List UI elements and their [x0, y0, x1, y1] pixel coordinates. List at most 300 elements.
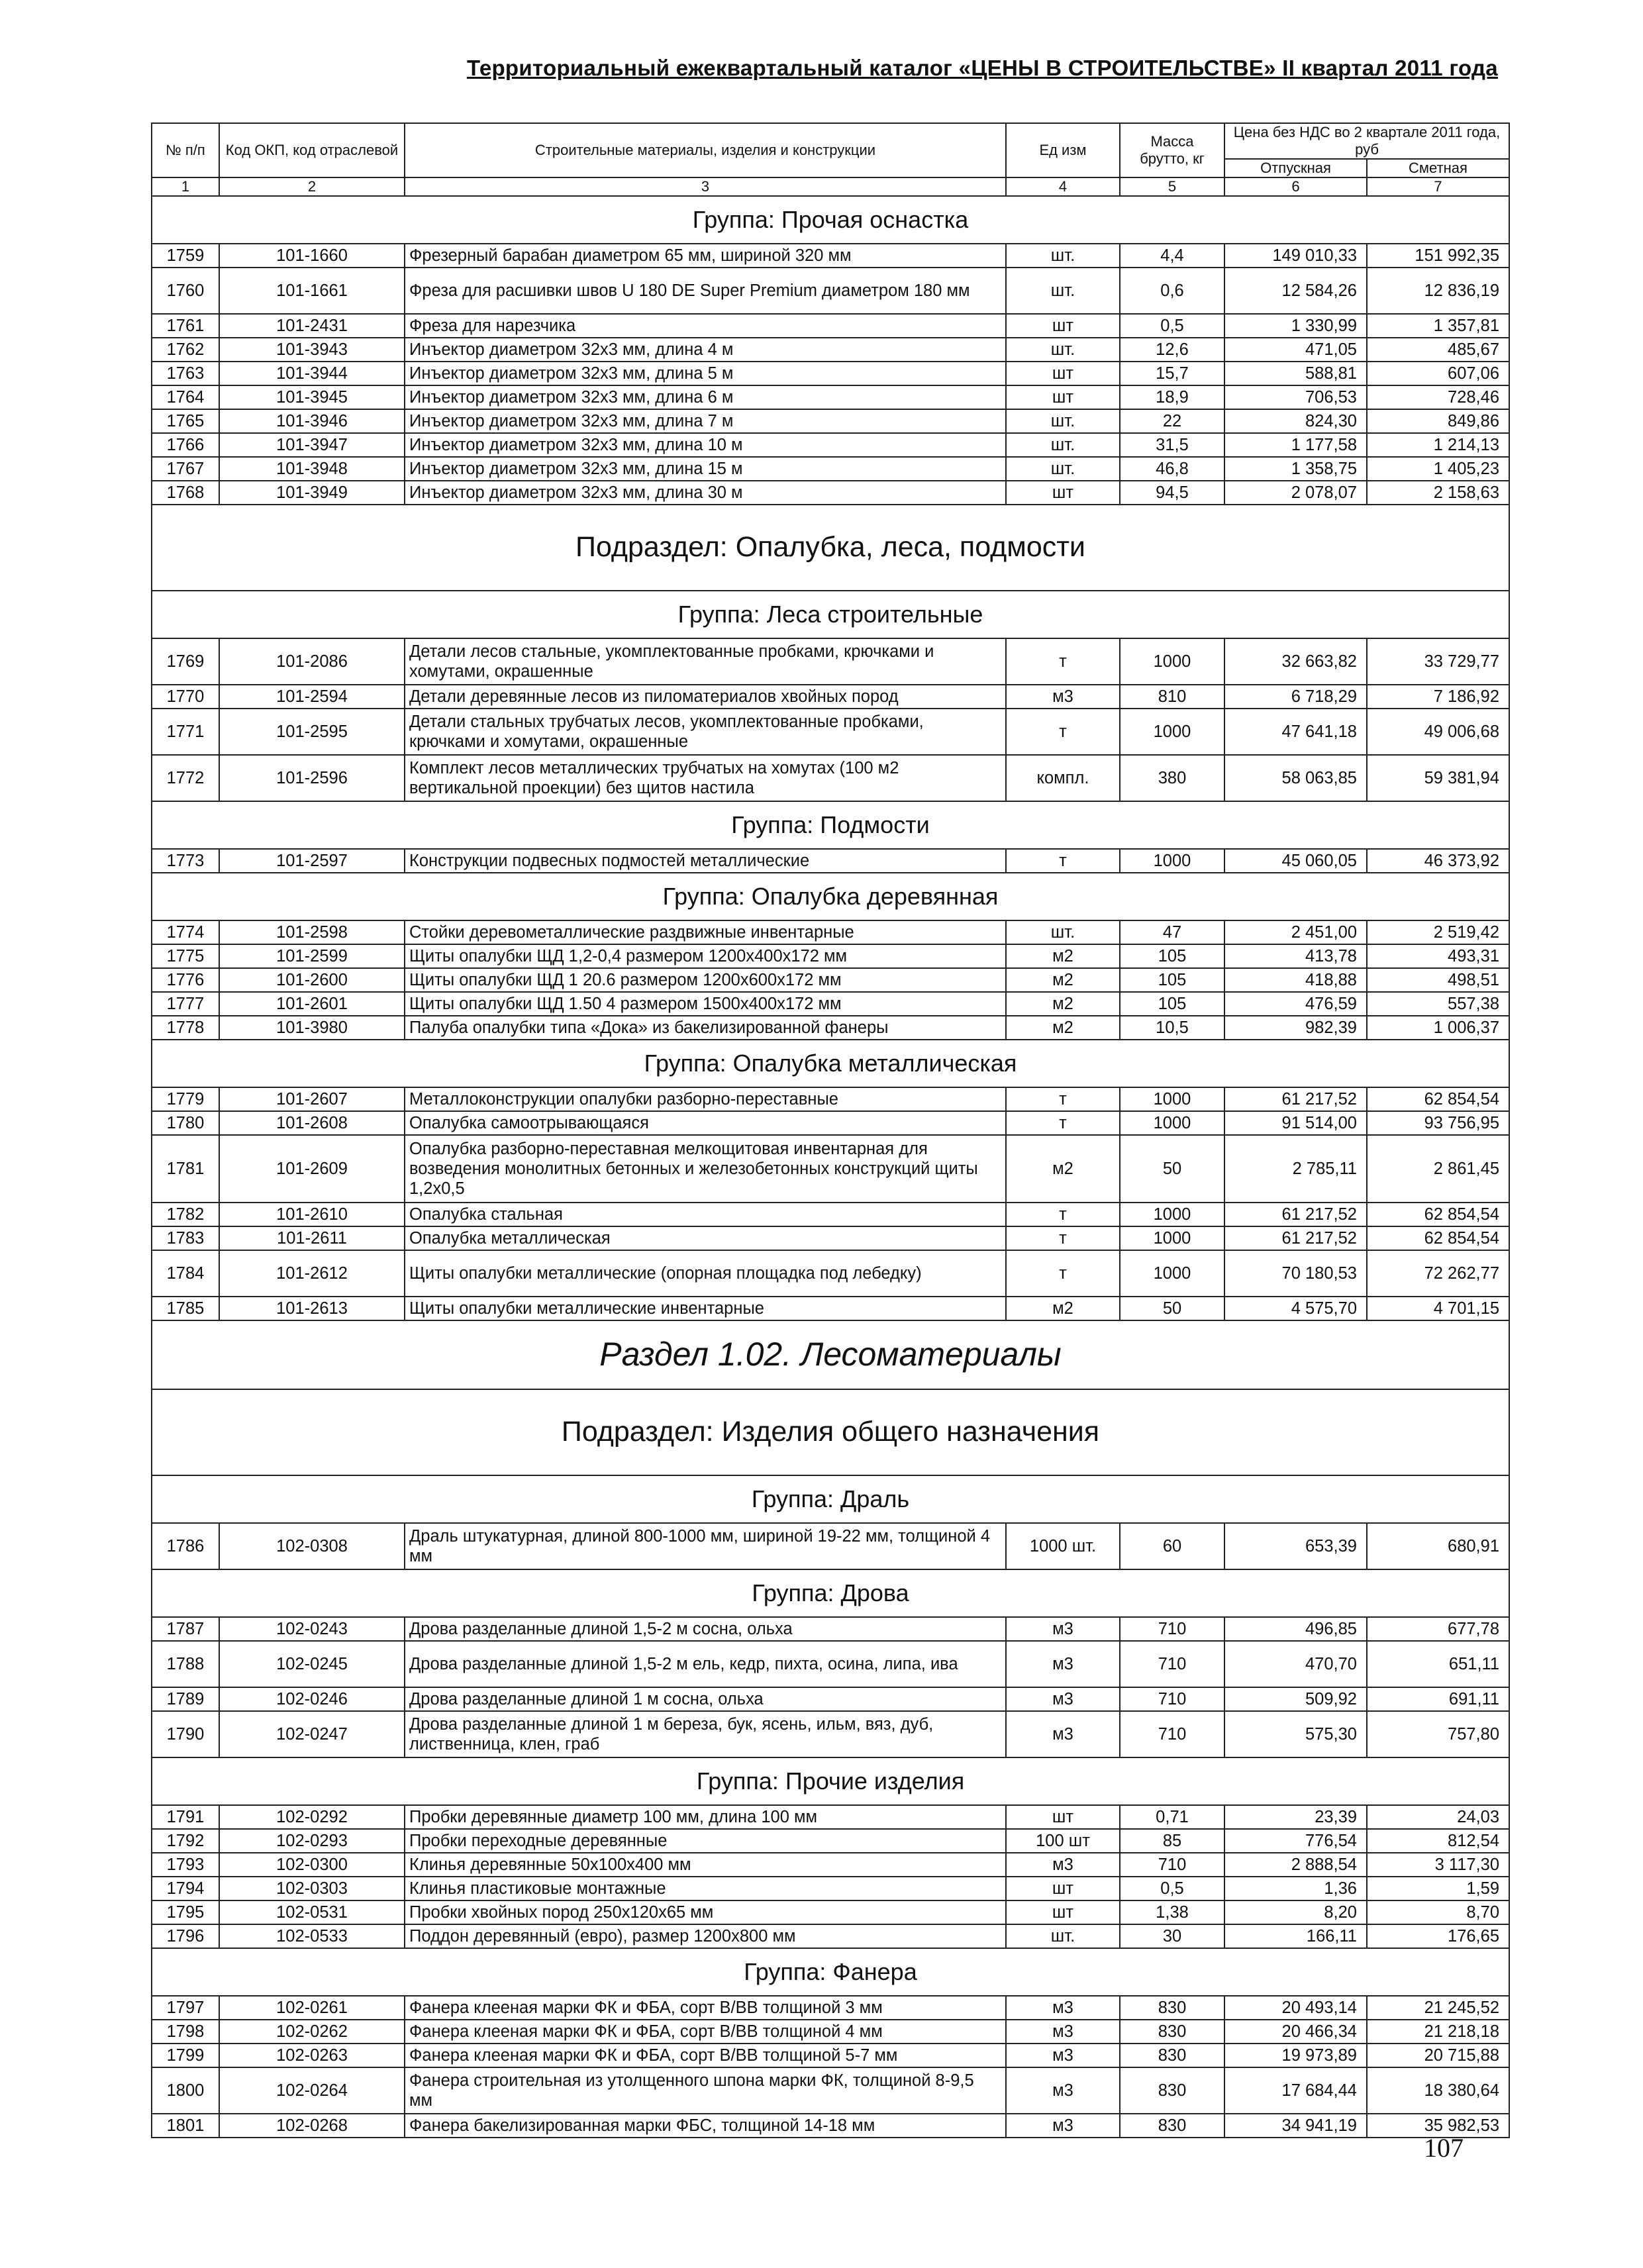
okp-code-cell: 101-2612 — [219, 1250, 405, 1297]
table-row — [152, 2020, 1509, 2044]
okp-code-cell: 101-2607 — [219, 1087, 405, 1111]
mass-cell: 830 — [1120, 2044, 1224, 2067]
row-number-cell: 1783 — [152, 1226, 219, 1250]
price-release-cell: 824,30 — [1224, 409, 1367, 433]
price-estimate-cell: 728,46 — [1367, 385, 1509, 409]
table-row — [152, 2067, 1509, 2114]
okp-code-cell: 101-3943 — [219, 338, 405, 362]
row-number-cell: 1772 — [152, 755, 219, 801]
col-header-code: Код ОКП, код отраслевой — [219, 123, 405, 177]
table-row — [152, 755, 1509, 801]
price-release-cell: 496,85 — [1224, 1617, 1367, 1641]
unit-cell: т — [1006, 1087, 1120, 1111]
okp-code-cell: 101-2601 — [219, 992, 405, 1016]
price-estimate-cell: 8,70 — [1367, 1900, 1509, 1924]
row-number-cell: 1776 — [152, 968, 219, 992]
price-release-cell: 20 493,14 — [1224, 1996, 1367, 2020]
row-number-cell: 1787 — [152, 1617, 219, 1641]
table-row — [152, 1250, 1509, 1297]
table-row — [152, 1829, 1509, 1853]
price-release-cell: 982,39 — [1224, 1016, 1367, 1040]
table-row — [152, 268, 1509, 314]
unit-cell: шт. — [1006, 338, 1120, 362]
price-release-cell: 413,78 — [1224, 944, 1367, 968]
mass-cell: 18,9 — [1120, 385, 1224, 409]
price-estimate-cell: 62 854,54 — [1367, 1087, 1509, 1111]
subsection-title: Подраздел: Опалубка, леса, подмости — [152, 505, 1509, 591]
price-estimate-cell: 49 006,68 — [1367, 709, 1509, 755]
price-estimate-cell: 651,11 — [1367, 1641, 1509, 1687]
material-name-cell: Инъектор диаметром 32х3 мм, длина 4 м — [405, 338, 1006, 362]
okp-code-cell: 101-2431 — [219, 314, 405, 338]
table-row — [152, 1853, 1509, 1877]
group-title: Группа: Опалубка деревянная — [152, 873, 1509, 920]
unit-cell: шт. — [1006, 433, 1120, 457]
row-number-cell: 1777 — [152, 992, 219, 1016]
okp-code-cell: 102-0303 — [219, 1877, 405, 1900]
price-release-cell: 58 063,85 — [1224, 755, 1367, 801]
price-estimate-cell: 1 357,81 — [1367, 314, 1509, 338]
material-name-cell: Опалубка разборно-переставная мелкощитовая инвентарная для возведения монолитных бетонных и железобетонных конструкций щиты 1,2х0,5 — [405, 1135, 1006, 1203]
material-name-cell: Дрова разделанные длиной 1,5-2 м ель, кедр, пихта, осина, липа, ива — [405, 1641, 1006, 1687]
unit-cell: м3 — [1006, 2114, 1120, 2138]
row-number-cell: 1793 — [152, 1853, 219, 1877]
okp-code-cell: 102-0533 — [219, 1924, 405, 1948]
mass-cell: 1000 — [1120, 1087, 1224, 1111]
okp-code-cell: 102-0247 — [219, 1711, 405, 1757]
price-estimate-cell: 1 006,37 — [1367, 1016, 1509, 1040]
table-row — [152, 1687, 1509, 1711]
mass-cell: 60 — [1120, 1523, 1224, 1569]
okp-code-cell: 102-0531 — [219, 1900, 405, 1924]
row-number-cell: 1786 — [152, 1523, 219, 1569]
price-estimate-cell: 3 117,30 — [1367, 1853, 1509, 1877]
unit-cell: м3 — [1006, 2044, 1120, 2067]
unit-cell: м2 — [1006, 1016, 1120, 1040]
unit-cell: т — [1006, 1226, 1120, 1250]
mass-cell: 710 — [1120, 1641, 1224, 1687]
price-estimate-cell: 59 381,94 — [1367, 755, 1509, 801]
unit-cell: м3 — [1006, 1711, 1120, 1757]
row-number-cell: 1761 — [152, 314, 219, 338]
col-header-price-group: Цена без НДС во 2 квартале 2011 года, руб — [1224, 123, 1509, 159]
material-name-cell: Дрова разделанные длиной 1 м береза, бук, ясень, ильм, вяз, дуб, лиственница, клен, граб — [405, 1711, 1006, 1757]
okp-code-cell: 102-0293 — [219, 1829, 405, 1853]
material-name-cell: Фанера клееная марки ФК и ФБА, сорт В/ВВ толщиной 5-7 мм — [405, 2044, 1006, 2067]
mass-cell: 0,6 — [1120, 268, 1224, 314]
group-heading-row — [152, 1757, 1509, 1805]
col-header-unit: Ед изм — [1006, 123, 1120, 177]
group-title: Группа: Драль — [152, 1475, 1509, 1523]
group-heading-row — [152, 873, 1509, 920]
material-name-cell: Комплект лесов металлических трубчатых на хомутах (100 м2 вертикальной проекции) без щитов настила — [405, 755, 1006, 801]
table-row — [152, 1203, 1509, 1226]
okp-code-cell: 101-2608 — [219, 1111, 405, 1135]
price-estimate-cell: 2 519,42 — [1367, 920, 1509, 944]
unit-cell: шт. — [1006, 920, 1120, 944]
okp-code-cell: 101-3948 — [219, 457, 405, 481]
mass-cell: 94,5 — [1120, 481, 1224, 505]
section-heading-row — [152, 1320, 1509, 1389]
okp-code-cell: 101-2599 — [219, 944, 405, 968]
material-name-cell: Щиты опалубки ЩД 1 20.6 размером 1200х600х172 мм — [405, 968, 1006, 992]
price-estimate-cell: 62 854,54 — [1367, 1226, 1509, 1250]
price-release-cell: 2 785,11 — [1224, 1135, 1367, 1203]
row-number-cell: 1795 — [152, 1900, 219, 1924]
okp-code-cell: 102-0292 — [219, 1805, 405, 1829]
price-estimate-cell: 62 854,54 — [1367, 1203, 1509, 1226]
unit-cell: м3 — [1006, 2067, 1120, 2114]
okp-code-cell: 101-2086 — [219, 638, 405, 685]
okp-code-cell: 101-3944 — [219, 362, 405, 385]
mass-cell: 1000 — [1120, 1226, 1224, 1250]
okp-code-cell: 101-3947 — [219, 433, 405, 457]
price-release-cell: 61 217,52 — [1224, 1203, 1367, 1226]
okp-code-cell: 101-1661 — [219, 268, 405, 314]
material-name-cell: Детали лесов стальные, укомплектованные пробками, крючками и хомутами, окрашенные — [405, 638, 1006, 685]
table-row — [152, 968, 1509, 992]
price-release-cell: 653,39 — [1224, 1523, 1367, 1569]
mass-cell: 710 — [1120, 1617, 1224, 1641]
price-estimate-cell: 12 836,19 — [1367, 268, 1509, 314]
row-number-cell: 1791 — [152, 1805, 219, 1829]
group-heading-row — [152, 1040, 1509, 1087]
price-release-cell: 1 358,75 — [1224, 457, 1367, 481]
row-number-cell: 1788 — [152, 1641, 219, 1687]
okp-code-cell: 102-0308 — [219, 1523, 405, 1569]
unit-cell: м3 — [1006, 685, 1120, 709]
row-number-cell: 1785 — [152, 1297, 219, 1320]
mass-cell: 710 — [1120, 1687, 1224, 1711]
column-number: 7 — [1367, 177, 1509, 196]
material-name-cell: Фреза для расшивки швов U 180 DE Super Premium диаметром 180 мм — [405, 268, 1006, 314]
unit-cell: м3 — [1006, 1996, 1120, 2020]
unit-cell: т — [1006, 1111, 1120, 1135]
table-row — [152, 1805, 1509, 1829]
material-name-cell: Опалубка самоотрывающаяся — [405, 1111, 1006, 1135]
table-row — [152, 1297, 1509, 1320]
price-estimate-cell: 21 245,52 — [1367, 1996, 1509, 2020]
okp-code-cell: 101-3980 — [219, 1016, 405, 1040]
row-number-cell: 1801 — [152, 2114, 219, 2138]
unit-cell: т — [1006, 849, 1120, 873]
okp-code-cell: 102-0263 — [219, 2044, 405, 2067]
table-row — [152, 1016, 1509, 1040]
group-title: Группа: Леса строительные — [152, 591, 1509, 638]
mass-cell: 105 — [1120, 944, 1224, 968]
row-number-cell: 1759 — [152, 244, 219, 268]
row-number-cell: 1794 — [152, 1877, 219, 1900]
price-release-cell: 34 941,19 — [1224, 2114, 1367, 2138]
price-release-cell: 70 180,53 — [1224, 1250, 1367, 1297]
price-estimate-cell: 498,51 — [1367, 968, 1509, 992]
unit-cell: 100 шт — [1006, 1829, 1120, 1853]
price-release-cell: 418,88 — [1224, 968, 1367, 992]
group-title: Группа: Дрова — [152, 1569, 1509, 1617]
material-name-cell: Инъектор диаметром 32х3 мм, длина 10 м — [405, 433, 1006, 457]
price-release-cell: 45 060,05 — [1224, 849, 1367, 873]
subsection-heading-row — [152, 1389, 1509, 1475]
unit-cell: шт. — [1006, 457, 1120, 481]
unit-cell: шт — [1006, 385, 1120, 409]
unit-cell: т — [1006, 1203, 1120, 1226]
table-row — [152, 433, 1509, 457]
table-row — [152, 2044, 1509, 2067]
column-number: 2 — [219, 177, 405, 196]
okp-code-cell: 101-2609 — [219, 1135, 405, 1203]
table-row — [152, 638, 1509, 685]
material-name-cell: Фрезерный барабан диаметром 65 мм, шириной 320 мм — [405, 244, 1006, 268]
mass-cell: 50 — [1120, 1297, 1224, 1320]
price-release-cell: 4 575,70 — [1224, 1297, 1367, 1320]
table-row — [152, 244, 1509, 268]
column-number: 4 — [1006, 177, 1120, 196]
unit-cell: шт — [1006, 1805, 1120, 1829]
material-name-cell: Пробки деревянные диаметр 100 мм, длина 100 мм — [405, 1805, 1006, 1829]
material-name-cell: Щиты опалубки металлические инвентарные — [405, 1297, 1006, 1320]
mass-cell: 1000 — [1120, 1111, 1224, 1135]
okp-code-cell: 102-0245 — [219, 1641, 405, 1687]
row-number-cell: 1797 — [152, 1996, 219, 2020]
price-estimate-cell: 607,06 — [1367, 362, 1509, 385]
material-name-cell: Щиты опалубки ЩД 1.50 4 размером 1500х400х172 мм — [405, 992, 1006, 1016]
price-release-cell: 91 514,00 — [1224, 1111, 1367, 1135]
mass-cell: 4,4 — [1120, 244, 1224, 268]
column-number-row — [152, 177, 1509, 196]
price-release-cell: 776,54 — [1224, 1829, 1367, 1853]
unit-cell: м3 — [1006, 1617, 1120, 1641]
mass-cell: 30 — [1120, 1924, 1224, 1948]
table-row — [152, 944, 1509, 968]
price-estimate-cell: 757,80 — [1367, 1711, 1509, 1757]
row-number-cell: 1766 — [152, 433, 219, 457]
price-estimate-cell: 7 186,92 — [1367, 685, 1509, 709]
material-name-cell: Фанера клееная марки ФК и ФБА, сорт В/ВВ толщиной 4 мм — [405, 2020, 1006, 2044]
section-title: Раздел 1.02. Лесоматериалы — [152, 1320, 1509, 1389]
row-number-cell: 1768 — [152, 481, 219, 505]
price-release-cell: 1 177,58 — [1224, 433, 1367, 457]
unit-cell: м2 — [1006, 1135, 1120, 1203]
row-number-cell: 1796 — [152, 1924, 219, 1948]
mass-cell: 710 — [1120, 1853, 1224, 1877]
material-name-cell: Конструкции подвесных подмостей металлические — [405, 849, 1006, 873]
price-release-cell: 17 684,44 — [1224, 2067, 1367, 2114]
table-row — [152, 685, 1509, 709]
unit-cell: компл. — [1006, 755, 1120, 801]
unit-cell: м2 — [1006, 968, 1120, 992]
price-release-cell: 20 466,34 — [1224, 2020, 1367, 2044]
material-name-cell: Фанера клееная марки ФК и ФБА, сорт В/ВВ толщиной 3 мм — [405, 1996, 1006, 2020]
table-row — [152, 709, 1509, 755]
okp-code-cell: 101-2598 — [219, 920, 405, 944]
okp-code-cell: 101-2594 — [219, 685, 405, 709]
okp-code-cell: 101-2611 — [219, 1226, 405, 1250]
mass-cell: 380 — [1120, 755, 1224, 801]
price-release-cell: 1 330,99 — [1224, 314, 1367, 338]
table-row — [152, 1900, 1509, 1924]
price-release-cell: 19 973,89 — [1224, 2044, 1367, 2067]
mass-cell: 0,5 — [1120, 314, 1224, 338]
group-title: Группа: Фанера — [152, 1948, 1509, 1996]
okp-code-cell: 101-2595 — [219, 709, 405, 755]
unit-cell: шт. — [1006, 268, 1120, 314]
okp-code-cell: 101-3946 — [219, 409, 405, 433]
table-row — [152, 1523, 1509, 1569]
mass-cell: 12,6 — [1120, 338, 1224, 362]
mass-cell: 1,38 — [1120, 1900, 1224, 1924]
unit-cell: м3 — [1006, 1641, 1120, 1687]
table-row — [152, 1226, 1509, 1250]
column-number: 3 — [405, 177, 1006, 196]
price-estimate-cell: 93 756,95 — [1367, 1111, 1509, 1135]
price-catalog-table — [151, 123, 1510, 2138]
unit-cell: шт — [1006, 1877, 1120, 1900]
unit-cell: м2 — [1006, 944, 1120, 968]
material-name-cell: Инъектор диаметром 32х3 мм, длина 5 м — [405, 362, 1006, 385]
row-number-cell: 1774 — [152, 920, 219, 944]
mass-cell: 810 — [1120, 685, 1224, 709]
row-number-cell: 1778 — [152, 1016, 219, 1040]
material-name-cell: Щиты опалубки ЩД 1,2-0,4 размером 1200х400х172 мм — [405, 944, 1006, 968]
unit-cell: шт — [1006, 362, 1120, 385]
price-estimate-cell: 2 861,45 — [1367, 1135, 1509, 1203]
price-release-cell: 588,81 — [1224, 362, 1367, 385]
row-number-cell: 1780 — [152, 1111, 219, 1135]
price-release-cell: 8,20 — [1224, 1900, 1367, 1924]
mass-cell: 22 — [1120, 409, 1224, 433]
material-name-cell: Инъектор диаметром 32х3 мм, длина 7 м — [405, 409, 1006, 433]
mass-cell: 830 — [1120, 2067, 1224, 2114]
price-release-cell: 2 451,00 — [1224, 920, 1367, 944]
row-number-cell: 1800 — [152, 2067, 219, 2114]
mass-cell: 830 — [1120, 2114, 1224, 2138]
table-row — [152, 1617, 1509, 1641]
table-row — [152, 362, 1509, 385]
table-row — [152, 2114, 1509, 2138]
row-number-cell: 1763 — [152, 362, 219, 385]
mass-cell: 10,5 — [1120, 1016, 1224, 1040]
unit-cell: шт. — [1006, 244, 1120, 268]
price-release-cell: 1,36 — [1224, 1877, 1367, 1900]
material-name-cell: Опалубка металлическая — [405, 1226, 1006, 1250]
price-release-cell: 61 217,52 — [1224, 1087, 1367, 1111]
unit-cell: м3 — [1006, 1853, 1120, 1877]
table-row — [152, 849, 1509, 873]
price-estimate-cell: 35 982,53 — [1367, 2114, 1509, 2138]
col-header-num: № п/п — [152, 123, 219, 177]
price-release-cell: 6 718,29 — [1224, 685, 1367, 709]
price-estimate-cell: 849,86 — [1367, 409, 1509, 433]
row-number-cell: 1781 — [152, 1135, 219, 1203]
row-number-cell: 1764 — [152, 385, 219, 409]
material-name-cell: Детали деревянные лесов из пиломатериалов хвойных пород — [405, 685, 1006, 709]
table-row — [152, 1087, 1509, 1111]
table-row — [152, 409, 1509, 433]
price-release-cell: 166,11 — [1224, 1924, 1367, 1948]
okp-code-cell: 102-0261 — [219, 1996, 405, 2020]
unit-cell: шт — [1006, 481, 1120, 505]
okp-code-cell: 102-0300 — [219, 1853, 405, 1877]
unit-cell: шт — [1006, 314, 1120, 338]
price-estimate-cell: 680,91 — [1367, 1523, 1509, 1569]
group-heading-row — [152, 1948, 1509, 1996]
material-name-cell: Щиты опалубки металлические (опорная площадка под лебедку) — [405, 1250, 1006, 1297]
price-release-cell: 476,59 — [1224, 992, 1367, 1016]
price-estimate-cell: 20 715,88 — [1367, 2044, 1509, 2067]
row-number-cell: 1790 — [152, 1711, 219, 1757]
mass-cell: 105 — [1120, 968, 1224, 992]
unit-cell: шт. — [1006, 1924, 1120, 1948]
material-name-cell: Палуба опалубки типа «Дока» из бакелизированной фанеры — [405, 1016, 1006, 1040]
material-name-cell: Дрова разделанные длиной 1,5-2 м сосна, ольха — [405, 1617, 1006, 1641]
subsection-heading-row — [152, 505, 1509, 591]
price-release-cell: 575,30 — [1224, 1711, 1367, 1757]
price-release-cell: 509,92 — [1224, 1687, 1367, 1711]
subsection-title: Подраздел: Изделия общего назначения — [152, 1389, 1509, 1475]
mass-cell: 830 — [1120, 1996, 1224, 2020]
unit-cell: м2 — [1006, 992, 1120, 1016]
material-name-cell: Металлоконструкции опалубки разборно-переставные — [405, 1087, 1006, 1111]
mass-cell: 710 — [1120, 1711, 1224, 1757]
row-number-cell: 1762 — [152, 338, 219, 362]
price-release-cell: 23,39 — [1224, 1805, 1367, 1829]
col-header-price-release: Отпускная — [1224, 159, 1367, 177]
row-number-cell: 1767 — [152, 457, 219, 481]
table-row — [152, 992, 1509, 1016]
column-number: 6 — [1224, 177, 1367, 196]
unit-cell: м3 — [1006, 2020, 1120, 2044]
okp-code-cell: 101-2600 — [219, 968, 405, 992]
group-heading-row — [152, 591, 1509, 638]
okp-code-cell: 101-1660 — [219, 244, 405, 268]
material-name-cell: Стойки деревометаллические раздвижные инвентарные — [405, 920, 1006, 944]
mass-cell: 830 — [1120, 2020, 1224, 2044]
price-estimate-cell: 151 992,35 — [1367, 244, 1509, 268]
group-heading-row — [152, 1475, 1509, 1523]
price-estimate-cell: 4 701,15 — [1367, 1297, 1509, 1320]
price-estimate-cell: 18 380,64 — [1367, 2067, 1509, 2114]
price-estimate-cell: 46 373,92 — [1367, 849, 1509, 873]
row-number-cell: 1775 — [152, 944, 219, 968]
row-number-cell: 1799 — [152, 2044, 219, 2067]
material-name-cell: Опалубка стальная — [405, 1203, 1006, 1226]
mass-cell: 0,5 — [1120, 1877, 1224, 1900]
okp-code-cell: 101-2597 — [219, 849, 405, 873]
table-row — [152, 1111, 1509, 1135]
material-name-cell: Пробки переходные деревянные — [405, 1829, 1006, 1853]
okp-code-cell: 101-3945 — [219, 385, 405, 409]
price-estimate-cell: 691,11 — [1367, 1687, 1509, 1711]
column-number: 1 — [152, 177, 219, 196]
price-estimate-cell: 557,38 — [1367, 992, 1509, 1016]
price-estimate-cell: 1 405,23 — [1367, 457, 1509, 481]
group-heading-row — [152, 1569, 1509, 1617]
unit-cell: т — [1006, 1250, 1120, 1297]
mass-cell: 1000 — [1120, 709, 1224, 755]
price-estimate-cell: 21 218,18 — [1367, 2020, 1509, 2044]
price-release-cell: 2 078,07 — [1224, 481, 1367, 505]
table-row — [152, 920, 1509, 944]
price-release-cell: 2 888,54 — [1224, 1853, 1367, 1877]
group-title: Группа: Прочая оснастка — [152, 196, 1509, 244]
price-estimate-cell: 2 158,63 — [1367, 481, 1509, 505]
group-heading-row — [152, 801, 1509, 849]
material-name-cell: Инъектор диаметром 32х3 мм, длина 30 м — [405, 481, 1006, 505]
price-release-cell: 61 217,52 — [1224, 1226, 1367, 1250]
mass-cell: 46,8 — [1120, 457, 1224, 481]
row-number-cell: 1773 — [152, 849, 219, 873]
price-estimate-cell: 1 214,13 — [1367, 433, 1509, 457]
